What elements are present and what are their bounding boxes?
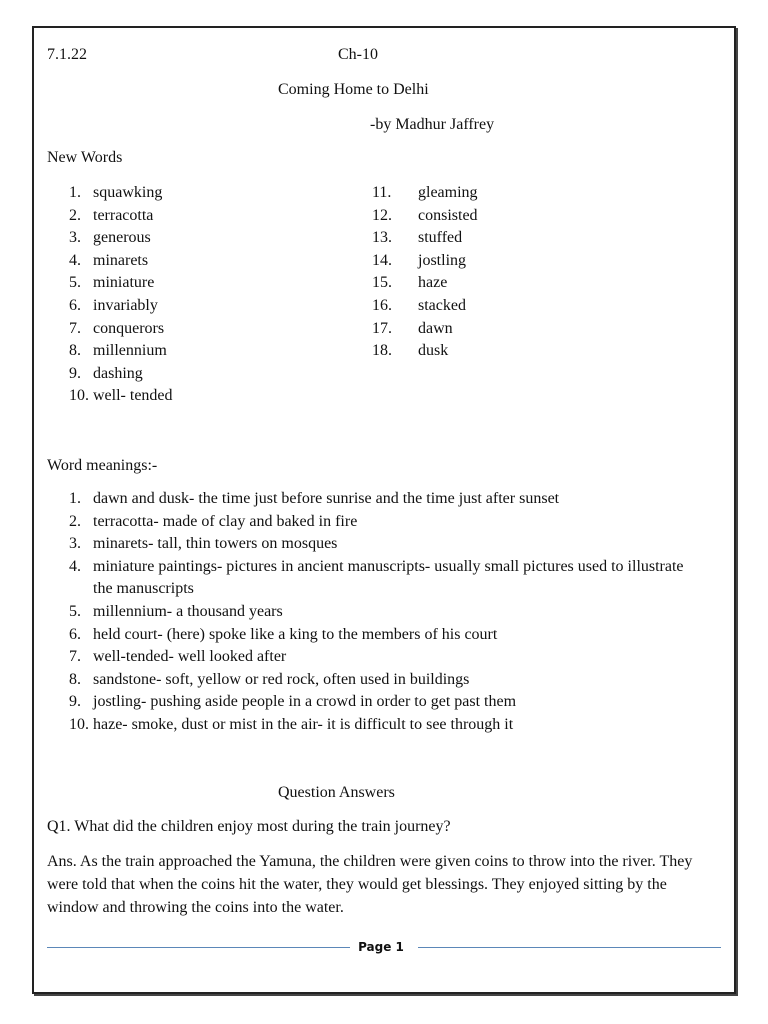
list-item xyxy=(47,250,387,273)
list-item-text: held court- (here) spoke like a king to the members of his court xyxy=(93,625,498,643)
list-item-number: 8. xyxy=(69,342,81,360)
list-item xyxy=(372,272,712,295)
list-item xyxy=(47,227,387,250)
list-item xyxy=(47,182,387,205)
list-item-number: 3. xyxy=(69,535,81,553)
word-meanings-heading: Word meanings:- xyxy=(47,457,158,474)
list-item-number: 10. xyxy=(69,387,89,405)
list-item xyxy=(372,295,712,318)
list-item-text: minarets xyxy=(93,251,149,269)
list-item-text: dawn and dusk- the time just before sunrise and the time just after sunset xyxy=(93,490,560,507)
list-item-text: jostling- pushing aside people in a crowd in order to get past them xyxy=(93,693,517,711)
list-item xyxy=(47,205,387,228)
list-item-number: 11. xyxy=(372,184,392,201)
list-item xyxy=(47,556,707,601)
list-item-number: 1. xyxy=(69,490,81,507)
list-item xyxy=(47,511,707,534)
list-item-number: 6. xyxy=(69,296,81,314)
list-item-text: jostling xyxy=(418,251,467,269)
list-item xyxy=(47,340,387,363)
list-item xyxy=(47,272,387,295)
list-item-number: 4. xyxy=(69,557,81,575)
date: 7.1.22 xyxy=(47,46,87,63)
list-item-text: well- tended xyxy=(93,387,173,405)
list-item-number: 5. xyxy=(69,274,81,292)
list-item-text: well-tended- well looked after xyxy=(93,648,287,666)
list-item xyxy=(372,318,712,341)
list-item-text: stacked xyxy=(418,296,466,314)
new-words-right-list xyxy=(372,182,712,363)
list-item xyxy=(47,691,707,714)
list-item-text: generous xyxy=(93,229,151,247)
footer-rule-right xyxy=(418,947,721,948)
list-item-number: 15. xyxy=(372,274,392,292)
list-item xyxy=(372,182,712,205)
list-item xyxy=(47,533,707,556)
new-words-left-list xyxy=(47,182,387,408)
list-item-text: dawn xyxy=(418,319,453,337)
list-item xyxy=(47,488,707,511)
list-item-text: terracotta- made of clay and baked in fire xyxy=(93,512,358,530)
list-item-number: 8. xyxy=(69,670,81,688)
list-item xyxy=(47,295,387,318)
list-item-text: haze xyxy=(418,274,448,292)
list-item-number: 12. xyxy=(372,206,392,224)
list-item-text: consisted xyxy=(418,206,478,224)
list-item-number: 16. xyxy=(372,296,392,314)
list-item-text: minarets- tall, thin towers on mosques xyxy=(93,535,338,553)
chapter-label: Ch-10 xyxy=(338,46,378,63)
list-item-number: 7. xyxy=(69,319,81,337)
list-item xyxy=(47,601,707,624)
question-1: Q1. What did the children enjoy most during the train journey? xyxy=(47,818,451,835)
new-words-heading: New Words xyxy=(47,149,123,166)
list-item xyxy=(47,714,707,737)
list-item xyxy=(47,318,387,341)
list-item xyxy=(372,250,712,273)
word-meanings-list xyxy=(47,488,707,737)
list-item xyxy=(372,205,712,228)
list-item xyxy=(47,385,387,408)
list-item-number: 6. xyxy=(69,625,81,643)
list-item xyxy=(372,340,712,363)
list-item xyxy=(47,624,707,647)
list-item-text: dashing xyxy=(93,364,143,382)
list-item xyxy=(47,669,707,692)
list-item xyxy=(372,227,712,250)
list-item-text: miniature xyxy=(93,274,155,292)
author: -by Madhur Jaffrey xyxy=(370,116,495,133)
list-item xyxy=(47,363,387,386)
list-item-text: invariably xyxy=(93,296,158,314)
list-item-number: 18. xyxy=(372,342,392,360)
list-item-text: terracotta xyxy=(93,206,154,224)
list-item-number: 13. xyxy=(372,229,392,247)
list-item xyxy=(47,646,707,669)
list-item-number: 9. xyxy=(69,364,81,382)
list-item-text: millennium xyxy=(93,342,167,360)
list-item-text: haze- smoke, dust or mist in the air- it is difficult to see through it xyxy=(93,715,514,733)
list-item-number: 1. xyxy=(69,184,81,201)
list-item-text: stuffed xyxy=(418,229,463,247)
list-item-number: 9. xyxy=(69,693,81,711)
page-number: Page 1 xyxy=(358,940,404,954)
list-item-text: dusk xyxy=(418,342,449,360)
list-item-number: 4. xyxy=(69,251,81,269)
list-item-text: conquerors xyxy=(93,319,165,337)
page-title: Coming Home to Delhi xyxy=(278,81,429,98)
list-item-number: 2. xyxy=(69,512,81,530)
list-item-number: 3. xyxy=(69,229,81,247)
list-item-number: 14. xyxy=(372,251,392,269)
question-answers-heading: Question Answers xyxy=(278,784,395,801)
list-item-text: squawking xyxy=(93,184,163,201)
list-item-text: sandstone- soft, yellow or red rock, often used in buildings xyxy=(93,670,470,688)
list-item-number: 7. xyxy=(69,648,81,666)
list-item-number: 17. xyxy=(372,319,392,337)
list-item-number: 2. xyxy=(69,206,81,224)
list-item-number: 5. xyxy=(69,602,81,620)
answer-1: Ans. As the train approached the Yamuna, the children were given coins to throw into the river. They were told that when the coins hit the water, they would get blessings. They enjoyed sitting by the window and throwing the coins into the water. xyxy=(47,853,693,916)
list-item-text: gleaming xyxy=(418,184,478,201)
list-item-text: millennium- a thousand years xyxy=(93,602,283,620)
footer-rule-left xyxy=(47,947,350,948)
list-item-number: 10. xyxy=(69,715,89,733)
list-item-text: miniature paintings- pictures in ancient manuscripts- usually small pictures used to illustrate the manuscripts xyxy=(93,557,684,598)
